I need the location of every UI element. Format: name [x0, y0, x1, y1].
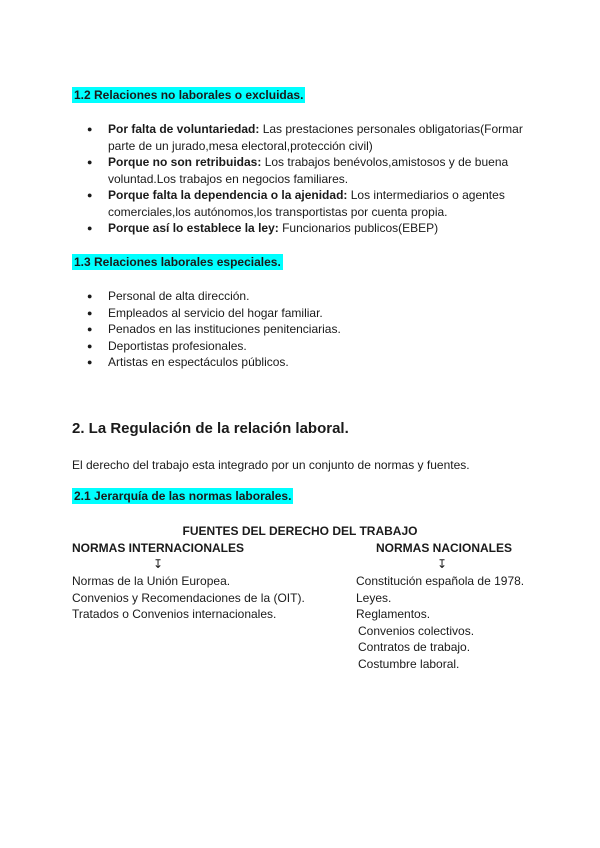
list-item [72, 220, 542, 237]
international-norms-title: NORMAS INTERNACIONALES [72, 541, 245, 555]
national-norms-title: NORMAS NACIONALES [376, 541, 513, 555]
down-arrow-icon: ↧ [437, 557, 448, 571]
list-item-text: Los intermediarios o agentes comerciales,los autónomos,los transportistas por cuenta propia. [108, 188, 505, 219]
list-item [72, 154, 542, 187]
list-item [72, 187, 542, 220]
international-norms-list [72, 573, 305, 623]
list-item: Convenios colectivos. [358, 623, 475, 638]
list-item [72, 121, 542, 154]
special-relations-list [72, 288, 542, 371]
section-1-2-heading [72, 88, 305, 102]
sources-table-title: FUENTES DEL DERECHO DEL TRABAJO [182, 524, 418, 538]
list-item: Contratos de trabajo. [358, 640, 471, 654]
list-item-text: Las prestaciones personales obligatorias(Formar parte de un jurado,mesa electoral,protección civil) [108, 122, 523, 153]
list-item: Costumbre laboral. [358, 656, 460, 671]
list-item: Tratados o Convenios internacionales. [72, 607, 277, 621]
section-1-3-heading-text: 1.3 Relaciones laborales especiales. [74, 255, 281, 269]
excluded-relations-list [72, 121, 542, 237]
section-1-2-heading-text: 1.2 Relaciones no laborales o excluidas. [74, 88, 304, 102]
down-arrow-icon: ↧ [153, 557, 164, 571]
list-item-text: Los trabajos benévolos,amistosos y de buena voluntad.Los trabajos en negocios familiares. [108, 155, 509, 186]
list-item-term: Por falta de voluntariedad: [108, 122, 260, 136]
list-item: ● Empleados al servicio del hogar familiar. [72, 305, 542, 322]
section-2-1-heading-text: 2.1 Jerarquía de las normas laborales. [74, 489, 292, 503]
list-item: ● Artistas en espectáculos públicos. [72, 354, 542, 371]
list-item: Constitución española de 1978. [356, 574, 525, 588]
list-item: Convenios y Recomendaciones de la (OIT). [72, 590, 305, 605]
section-2-1-heading [72, 489, 293, 503]
section-1-3-heading [72, 255, 283, 269]
list-item: Reglamentos. [356, 607, 431, 621]
list-item-term: Porque no son retribuidas: [108, 155, 262, 169]
section-2-paragraph: El derecho del trabajo esta integrado por un conjunto de normas y fuentes. [72, 458, 470, 472]
list-item-text: Funcionarios publicos(EBEP) [278, 221, 439, 235]
list-item: Leyes. [356, 590, 392, 605]
section-2-heading: 2. La Regulación de la relación laboral. [72, 420, 349, 437]
list-item: ● Deportistas profesionales. [72, 338, 542, 355]
list-item: ● Penados en las instituciones penitenciarias. [72, 321, 542, 338]
list-item: ● Personal de alta dirección. [72, 288, 542, 305]
list-item: Normas de la Unión Europea. [72, 574, 231, 588]
national-norms-list [356, 573, 524, 672]
list-item-term: Porque así lo establece la ley: [108, 221, 279, 235]
list-item-term: Porque falta la dependencia o la ajenidad: [108, 188, 348, 202]
